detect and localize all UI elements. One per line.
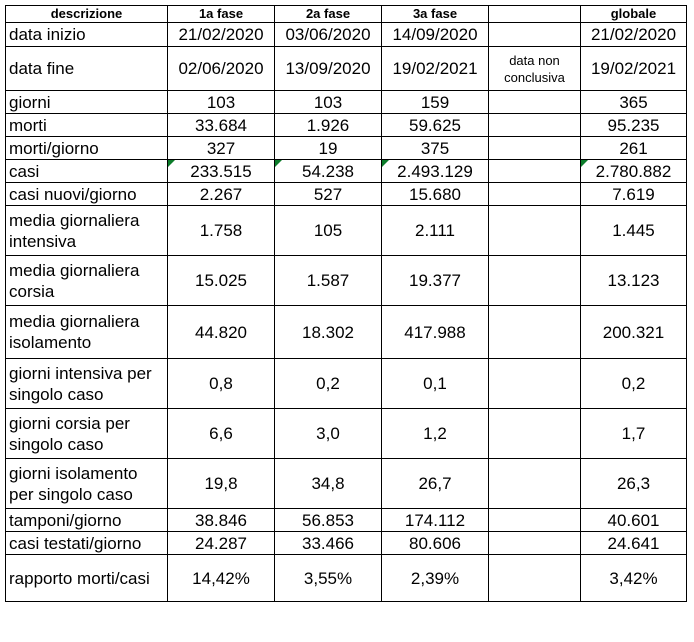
row-label: morti/giorno: [6, 137, 168, 160]
cell-fase1: 2.267: [168, 183, 275, 206]
row-casi-testati-giorno: [6, 532, 687, 555]
cell-value: 2.493.129: [397, 161, 473, 181]
comment-flag-icon: [275, 160, 282, 167]
cell-fase3: 0,1: [382, 359, 489, 409]
header-fase1: 1a fase: [168, 6, 275, 23]
cell-globale: 40.601: [581, 509, 687, 532]
cell-globale: 7.619: [581, 183, 687, 206]
cell-globale: 261: [581, 137, 687, 160]
row-giorni-intensiva-caso: [6, 359, 687, 409]
cell-fase3: 2.111: [382, 206, 489, 256]
cell-fase2: 34,8: [275, 459, 382, 509]
row-label: data fine: [6, 47, 168, 91]
row-morti-giorno: [6, 137, 687, 160]
cell-fase1: 103: [168, 91, 275, 114]
cell-fase2: 105: [275, 206, 382, 256]
cell-fase2: 3,0: [275, 409, 382, 459]
cell-fase1: 44.820: [168, 306, 275, 359]
row-label: data inizio: [6, 23, 168, 47]
cell-note: [489, 306, 581, 359]
cell-globale: 95.235: [581, 114, 687, 137]
cell-note: [489, 23, 581, 47]
cell-note: [489, 459, 581, 509]
row-label: casi nuovi/giorno: [6, 183, 168, 206]
comment-flag-icon: [382, 160, 389, 167]
cell-globale: 21/02/2020: [581, 23, 687, 47]
row-giorni: [6, 91, 687, 114]
row-tamponi-giorno: [6, 509, 687, 532]
cell-note: [489, 206, 581, 256]
header-empty: [489, 6, 581, 23]
cell-note: data non conclusiva: [489, 47, 581, 91]
cell-fase1: 02/06/2020: [168, 47, 275, 91]
cell-fase1: 6,6: [168, 409, 275, 459]
cell-note: [489, 509, 581, 532]
header-fase3: 3a fase: [382, 6, 489, 23]
row-media-intensiva: [6, 206, 687, 256]
header-fase2: 2a fase: [275, 6, 382, 23]
row-label: casi: [6, 160, 168, 183]
cell-fase2: 33.466: [275, 532, 382, 555]
row-rapporto-morti-casi: [6, 555, 687, 602]
row-giorni-corsia-caso: [6, 409, 687, 459]
cell-globale: [581, 160, 687, 183]
cell-fase3: 14/09/2020: [382, 23, 489, 47]
cell-note: [489, 409, 581, 459]
cell-globale: 1,7: [581, 409, 687, 459]
cell-fase1: 24.287: [168, 532, 275, 555]
cell-fase2: 103: [275, 91, 382, 114]
cell-globale: 0,2: [581, 359, 687, 409]
cell-globale: 19/02/2021: [581, 47, 687, 91]
row-label: giorni isolamento per singolo caso: [6, 459, 168, 509]
cell-fase2: 18.302: [275, 306, 382, 359]
cell-globale: 3,42%: [581, 555, 687, 602]
row-label: morti: [6, 114, 168, 137]
cell-fase1: 15.025: [168, 256, 275, 306]
cell-globale: 13.123: [581, 256, 687, 306]
cell-fase3: 26,7: [382, 459, 489, 509]
cell-note: [489, 256, 581, 306]
cell-globale: 24.641: [581, 532, 687, 555]
cell-fase3: 19.377: [382, 256, 489, 306]
cell-globale: 200.321: [581, 306, 687, 359]
comment-flag-icon: [168, 160, 175, 167]
header-row: [6, 6, 687, 23]
cell-globale: 1.445: [581, 206, 687, 256]
cell-fase3: 174.112: [382, 509, 489, 532]
cell-value: 54.238: [302, 161, 354, 181]
header-descrizione: descrizione: [6, 6, 168, 23]
cell-fase2: 0,2: [275, 359, 382, 409]
cell-fase2: 03/06/2020: [275, 23, 382, 47]
cell-note: [489, 359, 581, 409]
row-label: giorni corsia per singolo caso: [6, 409, 168, 459]
row-label: media giornaliera intensiva: [6, 206, 168, 256]
row-casi: [6, 160, 687, 183]
cell-fase2: 3,55%: [275, 555, 382, 602]
cell-fase1: 38.846: [168, 509, 275, 532]
row-label: giorni intensiva per singolo caso: [6, 359, 168, 409]
cell-fase2: 527: [275, 183, 382, 206]
cell-fase2: 1.926: [275, 114, 382, 137]
cell-fase3: 375: [382, 137, 489, 160]
row-media-corsia: [6, 256, 687, 306]
cell-note: [489, 137, 581, 160]
row-media-isolamento: [6, 306, 687, 359]
cell-fase3: 59.625: [382, 114, 489, 137]
cell-fase2: 13/09/2020: [275, 47, 382, 91]
cell-fase3: 19/02/2021: [382, 47, 489, 91]
row-label: rapporto morti/casi: [6, 555, 168, 602]
row-label: tamponi/giorno: [6, 509, 168, 532]
cell-globale: 26,3: [581, 459, 687, 509]
cell-fase1: 19,8: [168, 459, 275, 509]
cell-note: [489, 532, 581, 555]
cell-fase2: 19: [275, 137, 382, 160]
cell-fase2: 1.587: [275, 256, 382, 306]
cell-note: [489, 555, 581, 602]
cell-fase1: 21/02/2020: [168, 23, 275, 47]
header-globale: globale: [581, 6, 687, 23]
cell-fase1: 14,42%: [168, 555, 275, 602]
cell-fase1: 327: [168, 137, 275, 160]
cell-fase1: 33.684: [168, 114, 275, 137]
cell-note: [489, 91, 581, 114]
cell-note: [489, 114, 581, 137]
cell-fase3: 417.988: [382, 306, 489, 359]
row-label: media giornaliera isolamento: [6, 306, 168, 359]
cell-fase3: [382, 160, 489, 183]
cell-fase1: [168, 160, 275, 183]
row-label: casi testati/giorno: [6, 532, 168, 555]
row-label: media giornaliera corsia: [6, 256, 168, 306]
row-giorni-isolamento-caso: [6, 459, 687, 509]
cell-note: [489, 183, 581, 206]
phases-table: [5, 5, 687, 602]
cell-value: 233.515: [190, 161, 252, 181]
cell-fase1: 1.758: [168, 206, 275, 256]
cell-value: 2.780.882: [595, 161, 672, 181]
row-label: giorni: [6, 91, 168, 114]
cell-note: [489, 160, 581, 183]
cell-fase2: 56.853: [275, 509, 382, 532]
cell-fase2: [275, 160, 382, 183]
cell-fase3: 80.606: [382, 532, 489, 555]
cell-fase3: 2,39%: [382, 555, 489, 602]
cell-fase3: 15.680: [382, 183, 489, 206]
row-data-inizio: [6, 23, 687, 47]
cell-fase3: 159: [382, 91, 489, 114]
comment-flag-icon: [581, 160, 588, 167]
row-data-fine: [6, 47, 687, 91]
row-morti: [6, 114, 687, 137]
cell-fase3: 1,2: [382, 409, 489, 459]
row-casi-nuovi-giorno: [6, 183, 687, 206]
cell-fase1: 0,8: [168, 359, 275, 409]
cell-globale: 365: [581, 91, 687, 114]
